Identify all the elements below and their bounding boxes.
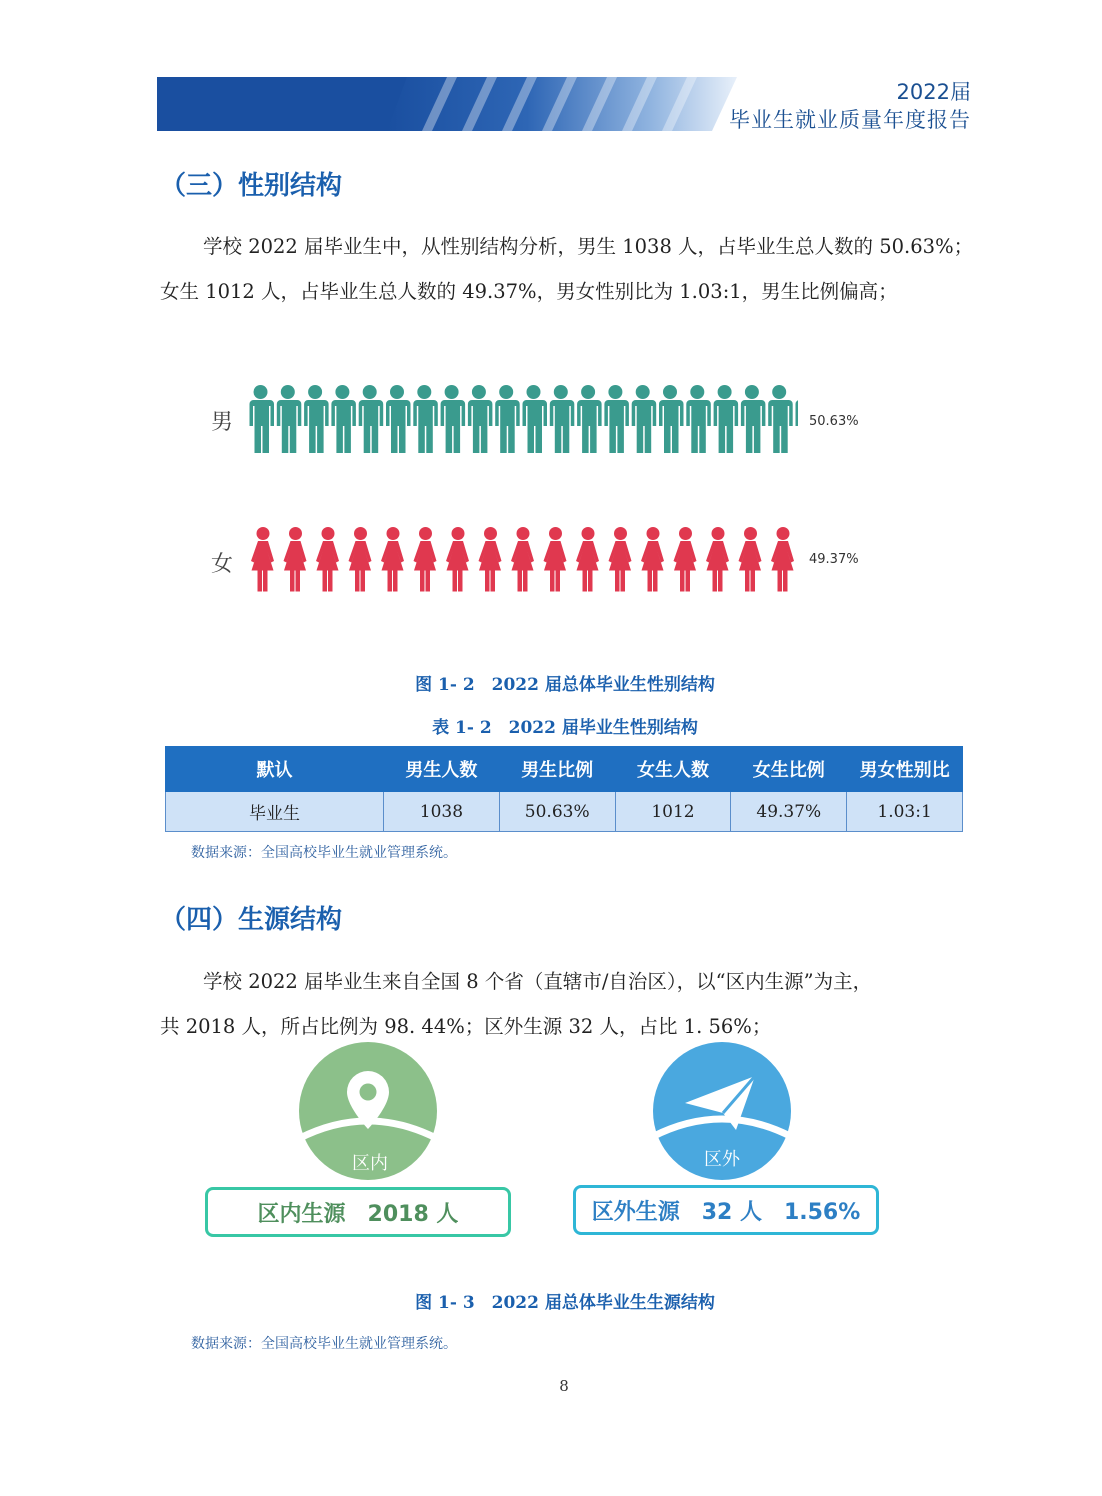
origin-paragraph-line2: 共 2018 人，所占比例为 98. 44%；区外生源 32 人，占比 1. 56%； <box>160 1015 772 1038</box>
table-header-cell: 女生人数 <box>615 747 731 792</box>
table-cell: 1038 <box>384 792 500 832</box>
female-pictogram-row <box>247 527 799 597</box>
gender-paragraph-line1: 学校 2022 届毕业生中，从性别结构分析，男生 1038 人，占毕业生总人数的 50.63%； <box>203 235 974 258</box>
header-year: 2022届 <box>896 80 971 104</box>
table-1-2-caption: 表 1- 2 2022 届毕业生性别结构 <box>432 718 698 738</box>
male-percent-label: 50.63% <box>809 414 859 429</box>
male-icons <box>250 385 800 453</box>
male-label: 男 <box>211 410 234 435</box>
gender-paragraph-line2: 女生 1012 人，占毕业生总人数的 49.37%，男女性别比为 1.03:1，男生比例偏高； <box>160 280 898 303</box>
section-title-origin: （四）生源结构 <box>160 905 343 935</box>
female-label: 女 <box>211 552 234 577</box>
origin-paragraph <box>160 966 980 1043</box>
inner-origin-box: 区内生源 2018 人 <box>205 1187 511 1237</box>
table-header-cell: 男女性别比 <box>847 747 963 792</box>
female-icons <box>251 527 794 592</box>
figure-1-3-caption: 图 1- 3 2022 届总体毕业生生源结构 <box>415 1293 715 1313</box>
table-cell: 50.63% <box>499 792 615 832</box>
table-header-cell: 默认 <box>166 747 384 792</box>
page-number: 8 <box>559 1377 569 1395</box>
table-cell: 1.03:1 <box>847 792 963 832</box>
table-row <box>166 792 963 832</box>
outer-circle-label: 区外 <box>704 1149 740 1170</box>
gender-paragraph <box>160 231 980 308</box>
header-banner <box>157 77 737 131</box>
table-header-cell: 女生比例 <box>731 747 847 792</box>
header-title: 毕业生就业质量年度报告 <box>729 108 971 132</box>
outer-origin-box: 区外生源 32 人 1.56% <box>573 1185 879 1235</box>
male-pictogram-row <box>247 385 799 455</box>
origin-paragraph-line1: 学校 2022 届毕业生来自全国 8 个省（直辖市/自治区），以“区内生源”为主， <box>203 970 873 993</box>
section-title-gender: （三）性别结构 <box>160 171 343 201</box>
figure-1-2-caption: 图 1- 2 2022 届总体毕业生性别结构 <box>415 675 715 695</box>
table-cell: 49.37% <box>731 792 847 832</box>
data-source-note-2: 数据来源：全国高校毕业生就业管理系统。 <box>191 1336 457 1352</box>
female-percent-label: 49.37% <box>809 552 859 567</box>
gender-table <box>165 746 963 832</box>
table-header-cell: 男生人数 <box>384 747 500 792</box>
data-source-note-1: 数据来源：全国高校毕业生就业管理系统。 <box>191 845 457 861</box>
table-header-row <box>166 747 963 792</box>
table-cell: 毕业生 <box>166 792 384 832</box>
table-cell: 1012 <box>615 792 731 832</box>
table-header-cell: 男生比例 <box>499 747 615 792</box>
inner-circle-label: 区内 <box>352 1153 388 1174</box>
